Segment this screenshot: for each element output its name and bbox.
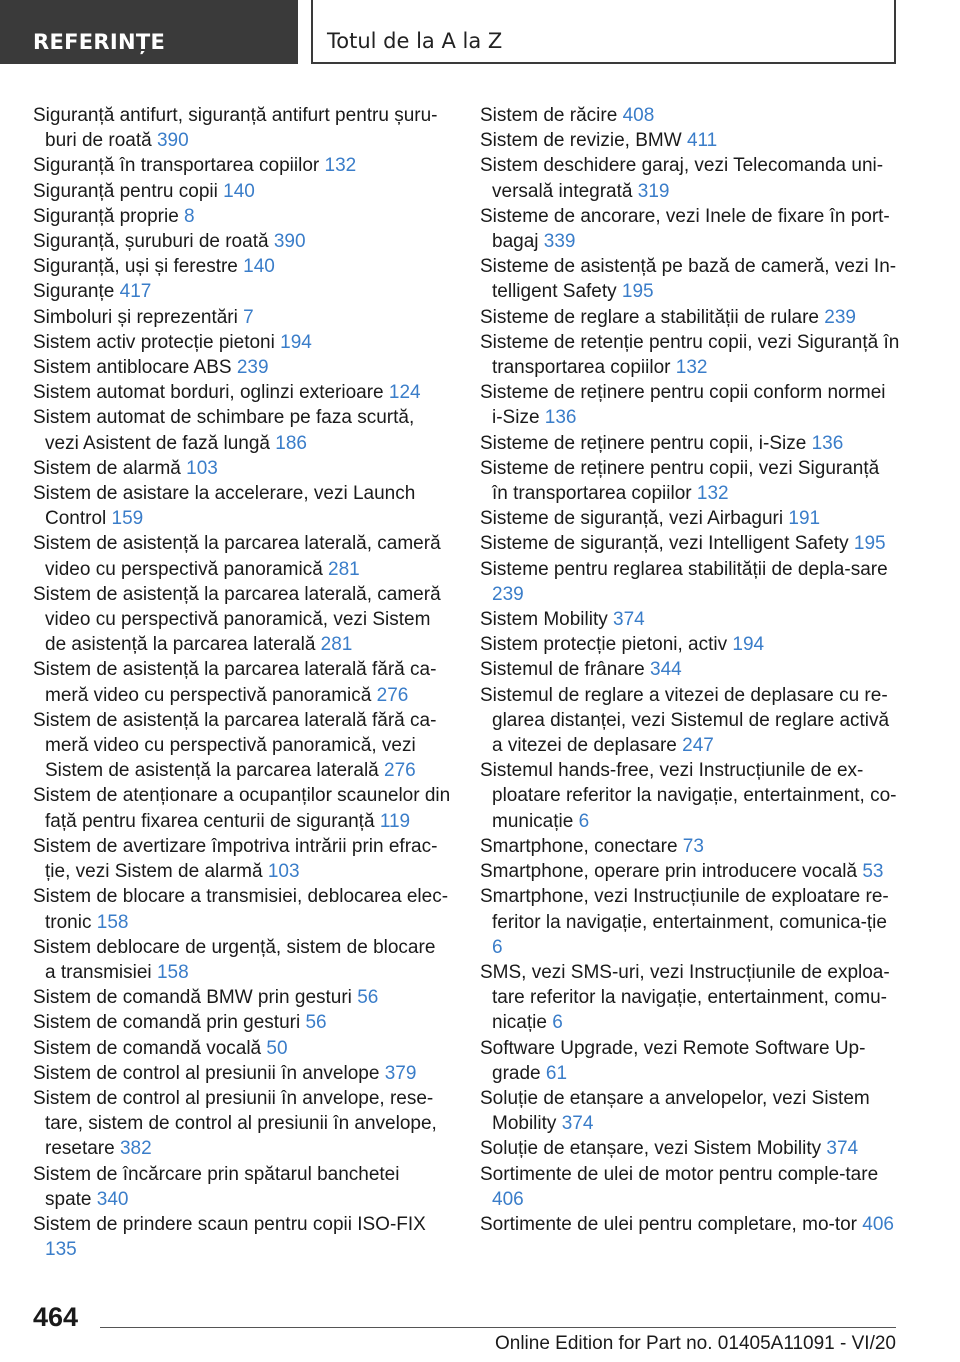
index-entry	[33, 582, 451, 658]
page-link[interactable]: 319	[637, 180, 670, 202]
page-link[interactable]: 136	[811, 432, 844, 454]
page-link[interactable]: 8	[184, 205, 195, 227]
page-link[interactable]: 73	[682, 835, 704, 857]
page-title: Totul de la A la Z	[311, 0, 896, 64]
index-entry-text: Sisteme de siguranță, vezi Intelligent Safety	[480, 533, 849, 555]
index-entry	[33, 657, 451, 707]
index-entry-text: Sisteme de reținere pentru copii, vezi Siguranță în transportarea copiilor	[480, 457, 880, 505]
index-entry-text: Sistem de comandă BMW prin gesturi	[33, 987, 352, 1009]
page-link[interactable]: 103	[267, 861, 300, 883]
index-entry	[33, 103, 451, 153]
page-link[interactable]: 390	[156, 130, 189, 152]
index-entry-text: Sisteme de siguranță, vezi Airbaguri	[480, 508, 784, 530]
index-entry	[480, 204, 900, 254]
index-entry-text: Software Upgrade, vezi Remote Software Up-grade	[480, 1037, 866, 1084]
index-entry	[480, 431, 900, 456]
page-link[interactable]: 406	[862, 1213, 894, 1235]
index-entry	[33, 254, 451, 279]
index-entry-text: Sistem activ protecție pietoni	[33, 331, 275, 353]
page-link[interactable]: 158	[156, 961, 189, 983]
index-entry	[480, 859, 900, 884]
page-link[interactable]: 406	[492, 1188, 524, 1210]
page-link[interactable]: 53	[862, 861, 884, 883]
index-entry	[33, 1162, 451, 1212]
index-entry-text: Sistem de atenționare a ocupanților scaunelor din față pentru fixarea centurii de siguranță	[33, 785, 451, 832]
index-entry	[480, 254, 900, 304]
page-link[interactable]: 339	[543, 231, 576, 253]
page-link[interactable]: 6	[552, 1012, 563, 1034]
index-entry-text: Sistem antiblocare ABS	[33, 357, 232, 379]
index-entry	[33, 1212, 451, 1262]
index-entry-text: Sistem de încărcare prin spătarul banchetei spate	[33, 1163, 400, 1210]
index-entry	[480, 456, 900, 506]
index-entry	[33, 305, 451, 330]
index-entry-text: Sistem de avertizare împotriva intrării prin efrac-ție, vezi Sistem de alarmă	[33, 835, 438, 883]
index-entry-text: Sistemul hands-free, vezi Instrucțiunile de ex-ploatare referitor la navigație, entertainment, co-municație	[480, 760, 897, 832]
index-entry-text: Sistem Mobility	[480, 609, 608, 631]
index-entry-text: Sistem deschidere garaj, vezi Telecomanda uni-versală integrată	[480, 155, 884, 202]
index-entry	[33, 708, 451, 784]
index-entry	[33, 1010, 451, 1035]
page-link[interactable]: 191	[788, 508, 821, 530]
index-column-right	[480, 103, 900, 1237]
index-entry-text: Sistem de control al presiunii în anvelope	[33, 1062, 380, 1084]
page-link[interactable]: 61	[545, 1062, 568, 1084]
page-link[interactable]: 411	[686, 130, 718, 152]
index-entry	[33, 783, 451, 833]
page-link[interactable]: 239	[492, 583, 524, 605]
index-entry-text: Sistem deblocare de urgență, sistem de blocare a transmisiei	[33, 936, 436, 983]
page-link[interactable]: 195	[853, 533, 886, 555]
page-link[interactable]: 239	[824, 306, 856, 328]
page-link[interactable]: 132	[696, 483, 729, 505]
page-link[interactable]: 374	[613, 609, 645, 631]
index-entry	[480, 380, 900, 430]
page-link[interactable]: 276	[384, 760, 416, 782]
index-entry-text: Siguranță, uși și ferestre	[33, 256, 238, 278]
page-link[interactable]: 103	[186, 457, 218, 479]
edition-info: Online Edition for Part no. 01405A11091 - VI/20	[494, 1333, 896, 1354]
index-entry-text: Sistem de blocare a transmisiei, deblocarea elec-tronic	[33, 886, 449, 933]
index-entry	[33, 456, 451, 481]
page-link[interactable]: 195	[621, 281, 654, 303]
index-entry	[33, 279, 451, 304]
index-entry	[33, 935, 451, 985]
index-entry-text: Sistem de control al presiunii în anvelope, rese-tare, sistem de control al presiunii în anvelope, resetare	[33, 1087, 437, 1160]
index-entry-text: Smartphone, vezi Instrucțiunile de exploatare re-feritor la navigație, entertainment, comunica-ție	[480, 886, 889, 933]
index-entry-text: Sistem de comandă vocală	[33, 1037, 262, 1059]
index-entry-text: Simboluri și reprezentări	[33, 306, 238, 328]
page-link[interactable]: 344	[650, 659, 682, 681]
index-column-left	[33, 103, 451, 1262]
index-entry-text: Sistem de asistență la parcarea laterală, cameră video cu perspectivă panoramică, vezi Sistem de asistență la parcarea laterală	[33, 583, 441, 656]
index-entry-text: Sistem de comandă prin gesturi	[33, 1012, 301, 1034]
page-link[interactable]: 50	[266, 1037, 288, 1059]
page-link[interactable]: 136	[544, 407, 577, 429]
page-link[interactable]: 239	[236, 357, 269, 379]
index-entry	[33, 405, 451, 455]
index-entry-text: Sisteme pentru reglarea stabilității de depla-sare	[480, 558, 888, 580]
page-link[interactable]: 276	[376, 684, 409, 706]
page-link[interactable]: 374	[561, 1113, 594, 1135]
index-entry-text: Sistem de revizie, BMW	[480, 130, 682, 152]
index-entry-text: Soluție de etanșare a anvelopelor, vezi Sistem Mobility	[480, 1087, 870, 1135]
index-entry-text: Sortimente de ulei de motor pentru comple-tare	[480, 1163, 879, 1185]
index-entry	[480, 960, 900, 1036]
index-entry	[480, 103, 900, 128]
index-entry	[33, 1036, 451, 1061]
page-link[interactable]: 119	[379, 810, 411, 832]
index-entry-text: Sistemul de reglare a vitezei de deplasare cu re-glarea distanței, vezi Sistemul de reglare activă a vitezei de deplasare	[480, 684, 890, 757]
index-entry	[33, 355, 451, 380]
index-entry	[480, 1036, 900, 1086]
index-entry	[33, 229, 451, 254]
index-entry	[480, 657, 900, 682]
page-link[interactable]: 56	[357, 987, 379, 1009]
index-entry	[480, 884, 900, 960]
index-entry	[33, 1086, 451, 1162]
index-entry	[33, 834, 451, 884]
index-entry-text: Soluție de etanșare, vezi Sistem Mobility	[480, 1138, 822, 1160]
index-entry	[480, 128, 900, 153]
index-entry	[480, 153, 900, 203]
page-link[interactable]: 382	[119, 1138, 152, 1160]
index-entry	[33, 481, 451, 531]
page-link[interactable]: 194	[732, 634, 765, 656]
index-entry	[33, 884, 451, 934]
index-entry-text: Sistem automat de schimbare pe faza scurtă, vezi Asistent de fază lungă	[33, 407, 415, 454]
index-entry-text: Sisteme de retenție pentru copii, vezi Siguranță în transportarea copiilor	[480, 331, 900, 379]
page-link[interactable]: 7	[243, 306, 254, 328]
index-entry-text: Siguranță proprie	[33, 205, 179, 227]
page-link[interactable]: 247	[682, 735, 714, 757]
section-tab: REFERINȚE	[0, 0, 298, 64]
index-entry	[480, 758, 900, 834]
page-link[interactable]: 281	[320, 634, 353, 656]
page-link[interactable]: 132	[324, 155, 357, 177]
page-link[interactable]: 194	[280, 331, 312, 353]
index-entry	[480, 1136, 900, 1161]
page-link[interactable]: 132	[675, 357, 708, 379]
index-entry-text: Sisteme de reglare a stabilității de rulare	[480, 306, 820, 328]
page-link[interactable]: 390	[273, 231, 306, 253]
page-link[interactable]: 135	[45, 1239, 77, 1261]
index-entry-text: Sisteme de reținere pentru copii conform normei i-Size	[480, 382, 886, 429]
page-link[interactable]: 379	[384, 1062, 417, 1084]
index-entry	[480, 1162, 900, 1212]
page-link[interactable]: 340	[96, 1188, 129, 1210]
page-number: 464	[33, 1302, 79, 1332]
index-entry-text: Siguranță în transportarea copiilor	[33, 155, 320, 177]
index-entry-text: Sistemul de frânare	[480, 659, 645, 681]
index-entry	[33, 204, 451, 229]
index-entry-text: Sistem de asistență la parcarea laterală, cameră video cu perspectivă panoramică	[33, 533, 441, 580]
index-entry	[480, 531, 900, 556]
index-entry-text: Siguranță pentru copii	[33, 180, 218, 202]
index-entry-text: Sistem de asistență la parcarea laterală fără ca-meră video cu perspectivă panoramică, vezi Sistem de asistență la parcarea laterală	[33, 709, 437, 782]
page-link[interactable]: 158	[96, 911, 129, 933]
index-entry-text: Sistem protecție pietoni, activ	[480, 634, 728, 656]
page-link[interactable]: 408	[622, 105, 655, 126]
index-entry-text: Smartphone, operare prin introducere vocală	[480, 861, 858, 883]
index-entry	[480, 1212, 900, 1237]
index-entry	[480, 305, 900, 330]
index-entry-text: Siguranțe	[33, 281, 115, 303]
page-link[interactable]: 159	[111, 508, 144, 530]
index-entry	[480, 683, 900, 759]
index-entry	[33, 380, 451, 405]
index-entry	[33, 179, 451, 204]
index-entry	[33, 153, 451, 178]
page-link[interactable]: 417	[119, 281, 152, 303]
index-entry-text: Sistem de asistență la parcarea laterală fără ca-meră video cu perspectivă panoramică	[33, 659, 437, 706]
page-link[interactable]: 6	[492, 936, 503, 958]
index-entry-text: SMS, vezi SMS-uri, vezi Instrucțiunile de exploa-tare referitor la navigație, entertainment, comu-nicație	[480, 961, 890, 1034]
index-entry	[33, 1061, 451, 1086]
index-entry	[480, 506, 900, 531]
index-entry	[33, 985, 451, 1010]
index-entry-text: Siguranță, șuruburi de roată	[33, 231, 269, 253]
page-link[interactable]: 140	[243, 256, 275, 278]
index-entry	[480, 607, 900, 632]
index-entry-text: Sortimente de ulei pentru completare, mo-tor	[480, 1213, 858, 1235]
index-entry-text: Sistem de prindere scaun pentru copii ISO-FIX	[33, 1213, 426, 1235]
index-entry-text: Siguranță antifurt, siguranță antifurt pentru șuru-buri de roată	[33, 105, 438, 152]
index-entry-text: Sistem de alarmă	[33, 457, 181, 479]
index-entry	[33, 330, 451, 355]
index-entry	[480, 557, 900, 607]
page-link[interactable]: 6	[578, 810, 590, 832]
page-link[interactable]: 140	[223, 180, 255, 202]
page-link[interactable]: 56	[305, 1012, 327, 1034]
page-link[interactable]: 281	[328, 558, 360, 580]
index-entry-text: Sistem automat borduri, oglinzi exterioare	[33, 382, 384, 404]
index-entry-text: Sistem de răcire	[480, 105, 618, 126]
index-entry	[480, 632, 900, 657]
index-entry	[480, 834, 900, 859]
index-entry-text: Sisteme de ancorare, vezi Inele de fixare în port-bagaj	[480, 205, 890, 253]
index-entry	[480, 330, 900, 380]
index-entry-text: Smartphone, conectare	[480, 835, 678, 857]
index-entry	[33, 531, 451, 581]
index-entry-text: Sistem de asistare la accelerare, vezi Launch Control	[33, 483, 416, 530]
index-entry-text: Sisteme de reținere pentru copii, i-Size	[480, 432, 807, 454]
footer-divider	[100, 1327, 896, 1328]
index-entry	[480, 1086, 900, 1136]
page-link[interactable]: 186	[275, 432, 307, 454]
page-link[interactable]: 124	[388, 382, 421, 404]
page-link[interactable]: 374	[826, 1138, 859, 1160]
index-entry-text: Sisteme de asistență pe bază de cameră, vezi In-telligent Safety	[480, 256, 897, 303]
